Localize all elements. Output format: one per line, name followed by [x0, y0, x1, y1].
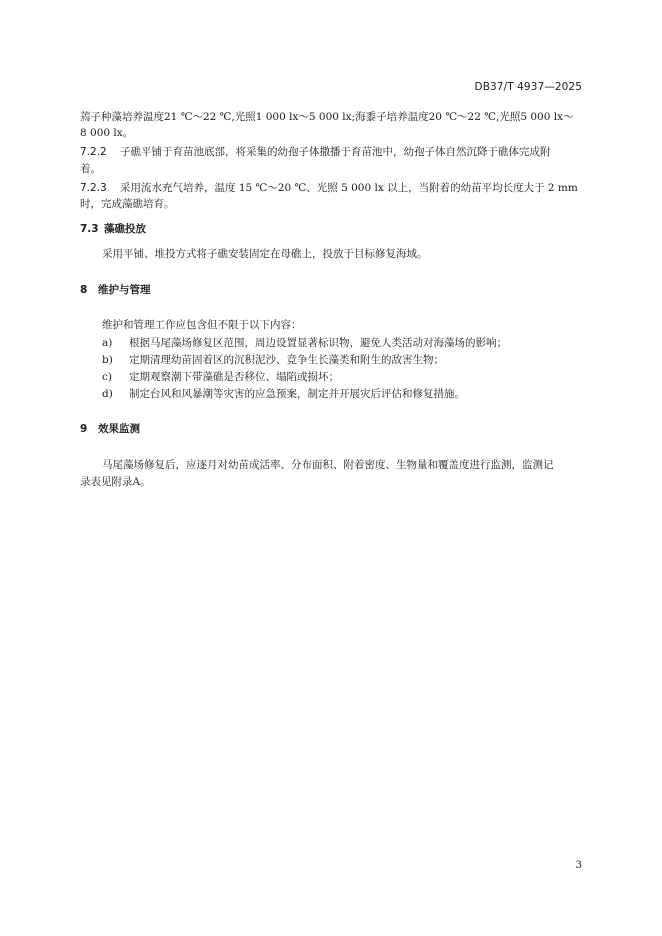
list-item-text: 制定台风和风暴潮等灾害的应急预案，制定并开展灾后评估和修复措施。	[129, 388, 465, 400]
list-marker: c)	[102, 371, 112, 383]
list-item-text: 根据马尾藻场修复区范围，周边设置显著标识物，避免人类活动对海藻场的影响；	[129, 337, 507, 349]
page-number: 3	[575, 860, 582, 871]
clause-7-2-2-continued: 着。	[80, 163, 101, 175]
continued-paragraph-line-1: 蔫子种藻培养温度21 ℃～22 ℃,光照1 000 lx～5 000 lx;海黍子培养温度20 ℃～22 ℃,光照5 000 lx～	[80, 111, 574, 123]
clause-text: 子礁平铺于育苗池底部，将采集的幼孢子体撒播于育苗池中，幼孢子体自然沉降于礁体完成附	[120, 146, 551, 158]
section-9-text-line-1: 马尾藻场修复后，应逐月对幼苗成活率、分布面积、附着密度、生物量和覆盖度进行监测，监测记	[102, 459, 554, 471]
list-marker: d)	[102, 388, 113, 400]
section-number: 9	[80, 423, 88, 435]
clause-number: 7.2.3	[80, 182, 107, 194]
section-number: 7.3	[80, 223, 99, 235]
list-marker: a)	[102, 337, 113, 349]
section-number: 8	[80, 284, 88, 296]
clause-7-2-3	[80, 181, 578, 195]
clause-text: 采用流水充气培养，温度 15 ℃～20 ℃、光照 5 000 lx 以上，当附着的幼苗平均长度大于 2 mm	[120, 182, 578, 194]
section-8-heading	[80, 283, 151, 297]
list-item	[102, 370, 339, 384]
list-item	[102, 353, 444, 367]
clause-7-2-3-continued: 时，完成藻礁培育。	[80, 198, 175, 210]
section-7-3-text: 采用平铺、堆投方式将子礁安装固定在母礁上，投放于目标修复海域。	[102, 248, 428, 260]
section-title: 效果监测	[98, 423, 140, 435]
section-title: 藻礁投放	[104, 223, 146, 235]
list-item	[102, 387, 465, 401]
section-title: 维护与管理	[98, 284, 151, 296]
list-item-text: 定期清理幼苗固着区的沉积泥沙、竞争生长藻类和附生的敌害生物；	[129, 354, 444, 366]
section-7-3-heading	[80, 222, 146, 236]
section-8-intro: 维护和管理工作应包含但不限于以下内容：	[102, 319, 302, 331]
document-code: DB37/T 4937—2025	[474, 81, 582, 93]
continued-paragraph-line-2: 8 000 lx。	[80, 127, 134, 139]
list-item	[102, 336, 507, 350]
list-marker: b)	[102, 354, 113, 366]
section-9-heading	[80, 422, 140, 436]
clause-number: 7.2.2	[80, 146, 107, 158]
list-item-text: 定期观察潮下带藻礁是否移位、塌陷或损坏；	[129, 371, 339, 383]
section-9-text-line-2: 录表见附录A。	[80, 476, 151, 488]
clause-7-2-2	[80, 145, 551, 159]
